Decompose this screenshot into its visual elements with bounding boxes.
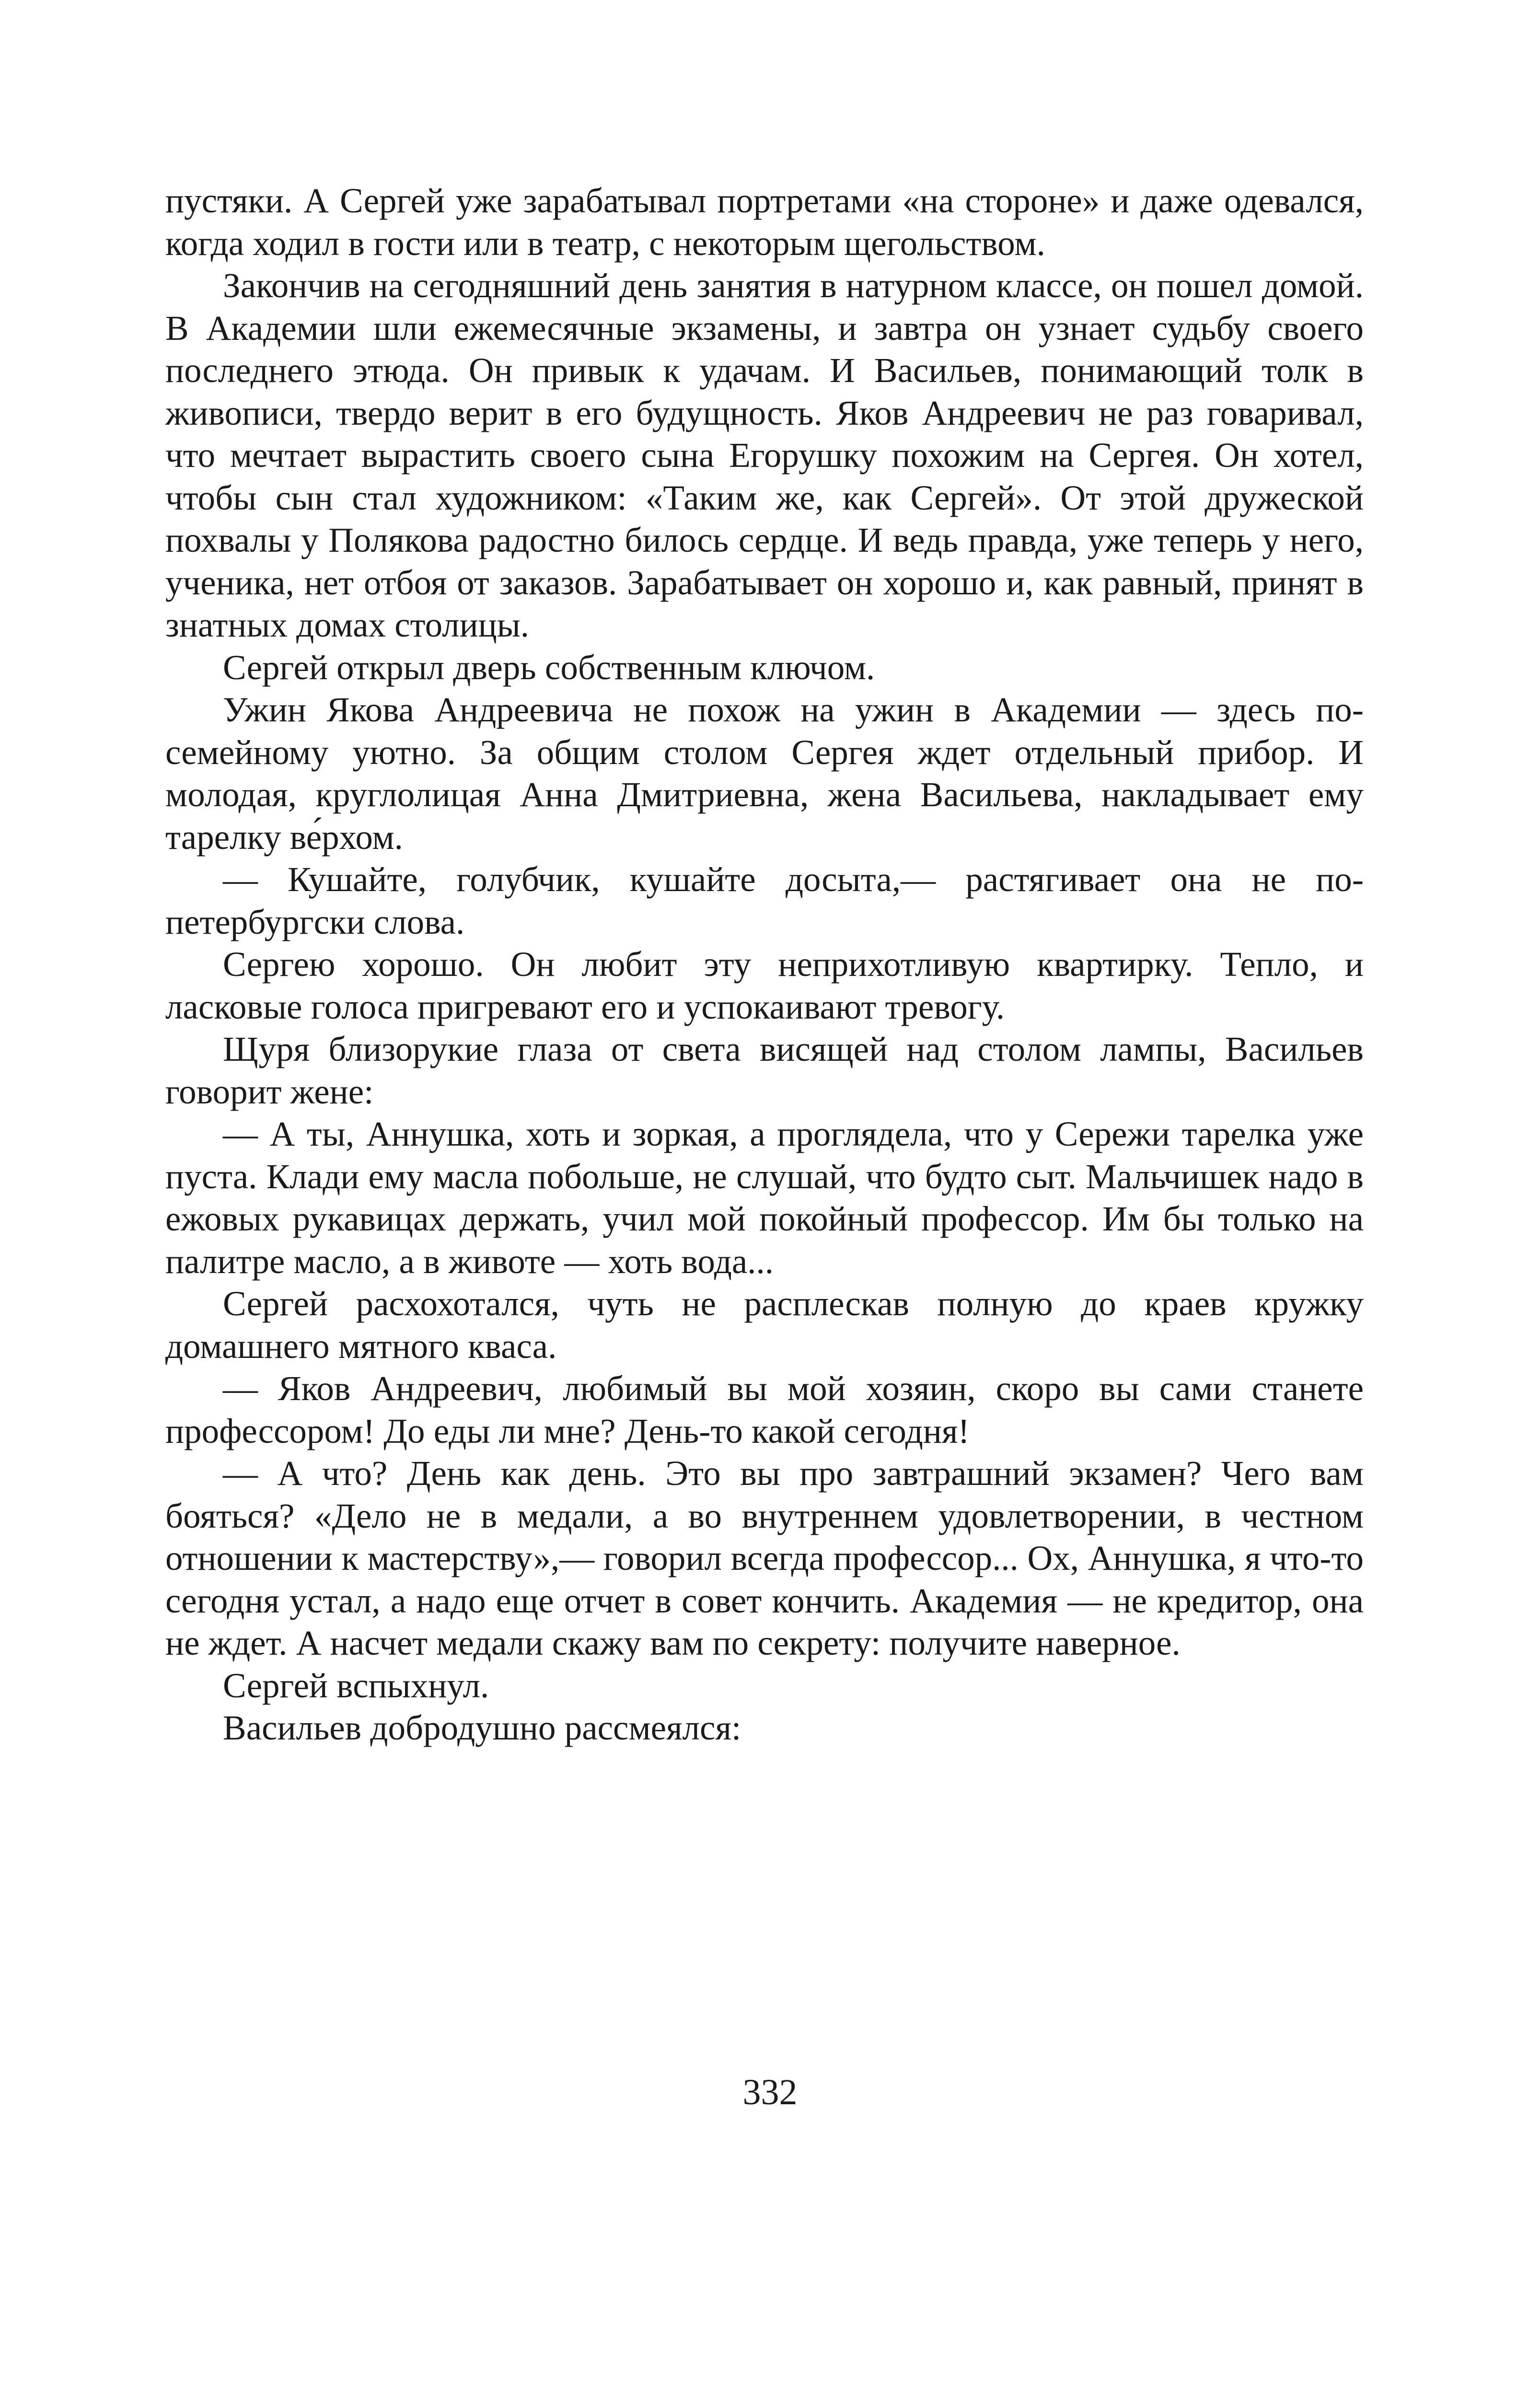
paragraph: Сергей расхохотался, чуть не расплескав полную до краев кружку домашнего мятного кваса. xyxy=(165,1284,1364,1366)
paragraph: — А что? День как день. Это вы про завтрашний экзамен? Чего вам бояться? «Дело не в медали, а во внутреннем удовлетворении, в честном отношении к мастерству»,— говорил всегда профессор... Ох, Аннушка, я что-то сегодня устал, а надо еще отчет в совет кончить. Академия — не кредитор, она не ждет. А насчет медали скажу вам по секрету: получите наверное. xyxy=(165,1454,1364,1662)
paragraph: Васильев добродушно рассмеялся: xyxy=(223,1708,741,1747)
page-number: 332 xyxy=(742,2072,798,2112)
paragraph: — Яков Андреевич, любимый вы мой хозяин, скоро вы сами станете профессором! До еды ли мне? День-то какой сегодня! xyxy=(165,1369,1364,1450)
paragraph: — Кушайте, голубчик, кушайте досыта,— растягивает она не по-петербургски слова. xyxy=(165,860,1364,941)
paragraph: Ужин Якова Андреевича не похож на ужин в Академии — здесь по-семейному уютно. За общим столом Сергея ждет отдельный прибор. И молодая, круглолицая Анна Дмитриевна, жена Васильева, накладывает ему тарелку ве́рхом. xyxy=(165,690,1364,857)
body-text xyxy=(165,180,1364,1750)
paragraph: пустяки. А Сергей уже зарабатывал портретами «на стороне» и даже одевался, когда ходил в гости или в театр, с некоторым щегольством. xyxy=(165,181,1364,263)
paragraph: Сергею хорошо. Он любит эту неприхотливую квартирку. Тепло, и ласковые голоса пригревают его и успокаивают тревогу. xyxy=(165,945,1364,1026)
paragraph: Сергей вспыхнул. xyxy=(223,1666,489,1705)
paragraph: Сергей открыл дверь собственным ключом. xyxy=(223,648,875,687)
paragraph: — А ты, Аннушка, хоть и зоркая, а проглядела, что у Сережи тарелка уже пуста. Клади ему масла побольше, не слушай, что будто сыт. Мальчишек надо в ежовых рукавицах держать, учил мой покойный профессор. Им бы только на палитре масло, а в животе — хоть вода... xyxy=(165,1114,1364,1281)
document-page xyxy=(165,180,1364,1750)
paragraph: Закончив на сегодняшний день занятия в натурном классе, он пошел домой. В Академии шли ежемесячные экзамены, и завтра он узнает судьбу своего последнего этюда. Он привык к удачам. И Васильев, понимающий толк в живописи, твердо верит в его будущность. Яков Андреевич не раз говаривал, что мечтает вырастить своего сына Егорушку похожим на Сергея. Он хотел, чтобы сын стал художником: «Таким же, как Сергей». От этой дружеской похвалы у Полякова радостно билось сердце. И ведь правда, уже теперь у него, ученика, нет отбоя от заказов. Зарабатывает он хорошо и, как равный, принят в знатных домах столицы. xyxy=(165,266,1364,644)
paragraph: Щуря близорукие глаза от света висящей над столом лампы, Васильев говорит жене: xyxy=(165,1030,1364,1111)
